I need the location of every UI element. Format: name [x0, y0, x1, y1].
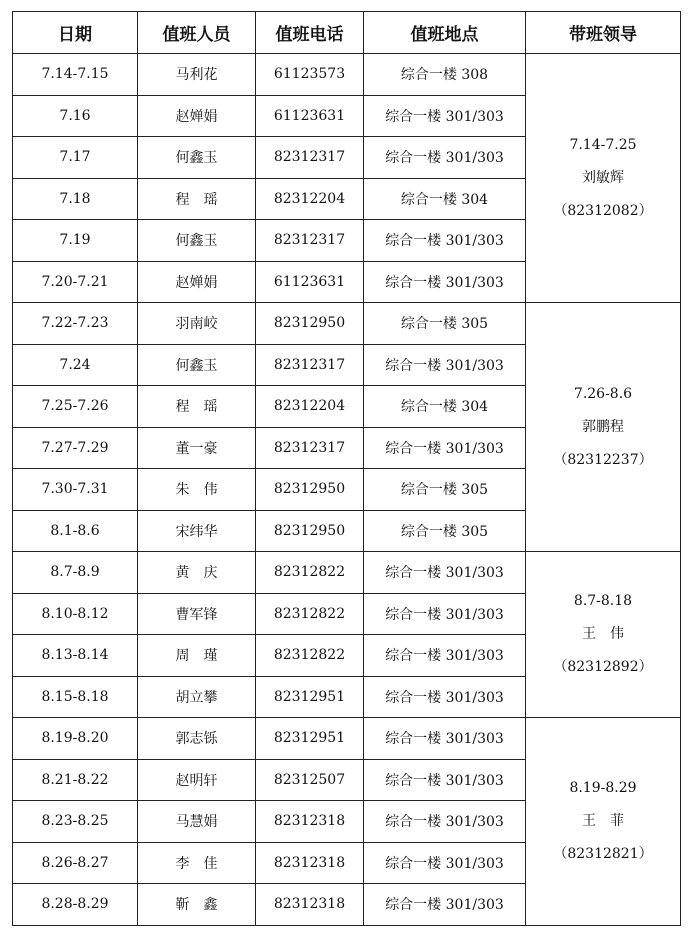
cell-person: 赵明轩	[138, 759, 256, 801]
leader-period: 7.14-7.25	[569, 136, 637, 153]
cell-person: 董一豪	[138, 427, 256, 469]
cell-person: 周 瑾	[138, 635, 256, 677]
cell-phone: 61123631	[256, 95, 364, 137]
cell-person: 马利花	[138, 54, 256, 96]
cell-location: 综合一楼 308	[364, 54, 526, 96]
cell-person: 赵婵娟	[138, 261, 256, 303]
cell-location: 综合一楼 301/303	[364, 95, 526, 137]
leader-name: 王 伟	[582, 626, 624, 642]
header-person: 值班人员	[138, 12, 256, 54]
cell-person: 何鑫玉	[138, 220, 256, 262]
cell-location: 综合一楼 305	[364, 469, 526, 511]
cell-location: 综合一楼 301/303	[364, 676, 526, 718]
cell-phone: 82312317	[256, 137, 364, 179]
table-row	[13, 718, 681, 760]
cell-location: 综合一楼 301/303	[364, 759, 526, 801]
cell-phone: 82312950	[256, 469, 364, 511]
cell-date: 8.19-8.20	[13, 718, 138, 760]
cell-person: 赵婵娟	[138, 95, 256, 137]
cell-date: 7.25-7.26	[13, 386, 138, 428]
leader-phone: （82312821）	[553, 845, 653, 862]
cell-phone: 82312317	[256, 344, 364, 386]
cell-location: 综合一楼 304	[364, 178, 526, 220]
cell-person: 曹军锋	[138, 593, 256, 635]
cell-location: 综合一楼 305	[364, 303, 526, 345]
cell-phone: 82312318	[256, 842, 364, 884]
cell-date: 8.21-8.22	[13, 759, 138, 801]
cell-date: 7.22-7.23	[13, 303, 138, 345]
cell-leader	[526, 54, 681, 303]
cell-person: 胡立攀	[138, 676, 256, 718]
leader-phone: （82312082）	[553, 202, 653, 219]
cell-phone: 61123573	[256, 54, 364, 96]
cell-person: 马慧娟	[138, 801, 256, 843]
cell-date: 8.23-8.25	[13, 801, 138, 843]
cell-date: 8.7-8.9	[13, 552, 138, 594]
cell-person: 黄 庆	[138, 552, 256, 594]
leader-phone: （82312237）	[553, 451, 653, 468]
cell-location: 综合一楼 301/303	[364, 884, 526, 926]
cell-person: 羽南峧	[138, 303, 256, 345]
cell-person: 郭志铄	[138, 718, 256, 760]
cell-phone: 82312507	[256, 759, 364, 801]
cell-date: 8.15-8.18	[13, 676, 138, 718]
cell-location: 综合一楼 301/303	[364, 593, 526, 635]
cell-date: 8.1-8.6	[13, 510, 138, 552]
leader-period: 7.26-8.6	[573, 385, 633, 402]
leader-name: 王 菲	[582, 812, 624, 829]
cell-phone: 82312950	[256, 303, 364, 345]
cell-leader	[526, 718, 681, 926]
cell-phone: 82312204	[256, 386, 364, 428]
cell-location: 综合一楼 301/303	[364, 635, 526, 677]
cell-phone: 82312822	[256, 593, 364, 635]
cell-date: 8.28-8.29	[13, 884, 138, 926]
cell-date: 8.13-8.14	[13, 635, 138, 677]
cell-location: 综合一楼 301/303	[364, 427, 526, 469]
cell-date: 8.10-8.12	[13, 593, 138, 635]
table-row	[13, 54, 681, 96]
cell-person: 程 瑶	[138, 386, 256, 428]
cell-date: 7.27-7.29	[13, 427, 138, 469]
leader-name: 郭鹏程	[582, 418, 624, 435]
cell-phone: 82312204	[256, 178, 364, 220]
cell-date: 7.18	[13, 178, 138, 220]
leader-phone: （82312892）	[553, 659, 653, 675]
cell-phone: 82312317	[256, 220, 364, 262]
cell-location: 综合一楼 301/303	[364, 220, 526, 262]
cell-date: 7.30-7.31	[13, 469, 138, 511]
leader-name: 刘敏辉	[582, 169, 624, 186]
cell-phone: 82312318	[256, 801, 364, 843]
header-phone: 值班电话	[256, 12, 364, 54]
cell-location: 综合一楼 304	[364, 386, 526, 428]
cell-person: 李 佳	[138, 842, 256, 884]
cell-date: 7.17	[13, 137, 138, 179]
cell-leader	[526, 552, 681, 718]
cell-person: 靳 鑫	[138, 884, 256, 926]
cell-date: 8.26-8.27	[13, 842, 138, 884]
cell-phone: 82312318	[256, 884, 364, 926]
header-date: 日期	[13, 12, 138, 54]
cell-location: 综合一楼 305	[364, 510, 526, 552]
cell-phone: 82312822	[256, 635, 364, 677]
cell-location: 综合一楼 301/303	[364, 801, 526, 843]
cell-location: 综合一楼 301/303	[364, 842, 526, 884]
header-location: 值班地点	[364, 12, 526, 54]
duty-schedule-table	[12, 11, 681, 926]
cell-location: 综合一楼 301/303	[364, 718, 526, 760]
cell-person: 程 瑶	[138, 178, 256, 220]
cell-location: 综合一楼 301/303	[364, 344, 526, 386]
cell-person: 何鑫玉	[138, 344, 256, 386]
header-leader: 带班领导	[526, 12, 681, 54]
cell-person: 何鑫玉	[138, 137, 256, 179]
cell-location: 综合一楼 301/303	[364, 261, 526, 303]
cell-phone: 61123631	[256, 261, 364, 303]
cell-date: 7.14-7.15	[13, 54, 138, 96]
leader-period: 8.7-8.18	[573, 593, 633, 609]
duty-table-body	[13, 54, 681, 926]
leader-period: 8.19-8.29	[569, 779, 637, 796]
cell-phone: 82312950	[256, 510, 364, 552]
cell-date: 7.20-7.21	[13, 261, 138, 303]
cell-phone: 82312951	[256, 676, 364, 718]
table-row	[13, 303, 681, 345]
cell-person: 宋纬华	[138, 510, 256, 552]
cell-location: 综合一楼 301/303	[364, 137, 526, 179]
cell-date: 7.24	[13, 344, 138, 386]
cell-phone: 82312317	[256, 427, 364, 469]
cell-date: 7.16	[13, 95, 138, 137]
cell-person: 朱 伟	[138, 469, 256, 511]
header-row	[13, 12, 681, 54]
cell-location: 综合一楼 301/303	[364, 552, 526, 594]
table-row	[13, 552, 681, 594]
cell-date: 7.19	[13, 220, 138, 262]
cell-leader	[526, 303, 681, 552]
cell-phone: 82312951	[256, 718, 364, 760]
cell-phone: 82312822	[256, 552, 364, 594]
